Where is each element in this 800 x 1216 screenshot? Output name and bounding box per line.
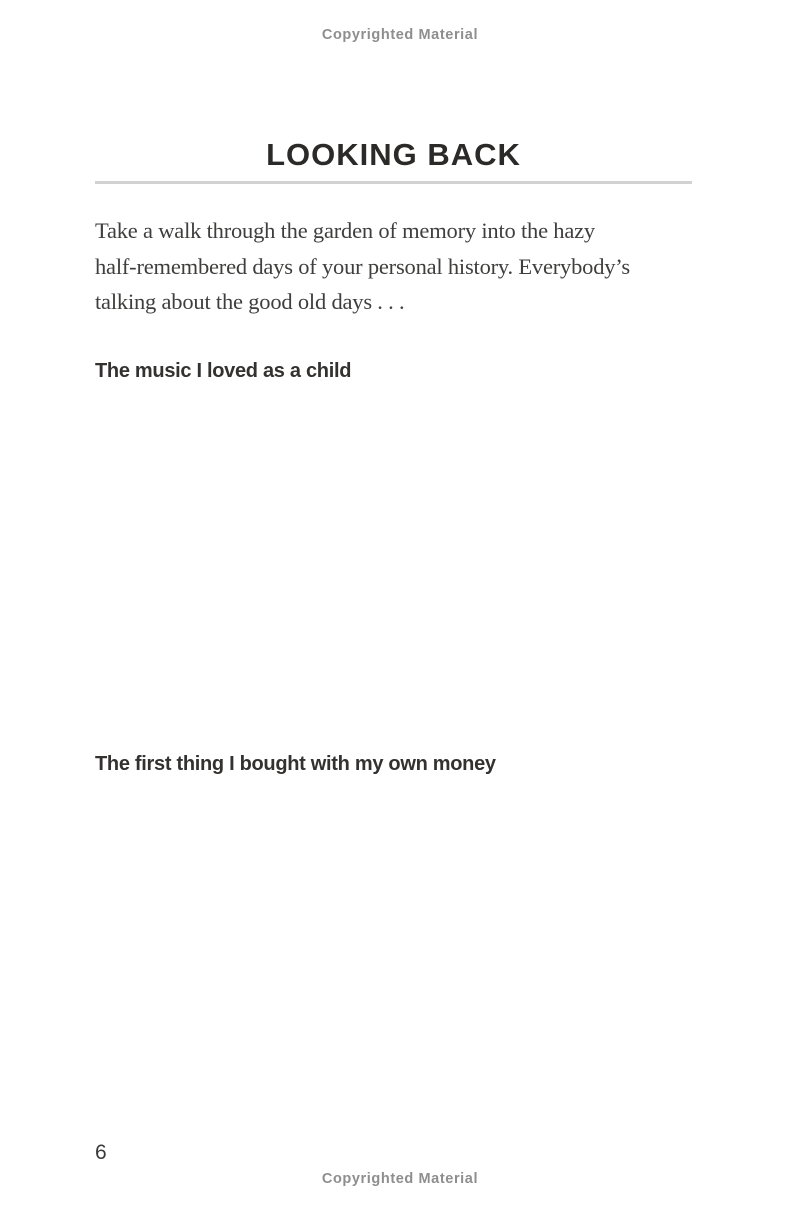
title-divider-rule bbox=[95, 181, 692, 184]
prompt-heading-music: The music I loved as a child bbox=[95, 360, 352, 382]
page-number: 6 bbox=[95, 1141, 107, 1164]
intro-line: half-remembered days of your personal history. Everybody’s bbox=[95, 253, 630, 279]
prompt-heading-first-purchase: The first thing I bought with my own money bbox=[95, 753, 496, 775]
writing-space-first-purchase bbox=[95, 790, 692, 1120]
copyright-notice-bottom: Copyrighted Material bbox=[321, 1171, 479, 1187]
copyright-notice-top: Copyrighted Material bbox=[321, 27, 479, 43]
intro-line: Take a walk through the garden of memory into the hazy bbox=[95, 218, 595, 243]
page-title: LOOKING BACK bbox=[266, 137, 521, 172]
intro-line: talking about the good old days . . . bbox=[95, 289, 405, 314]
intro-paragraph bbox=[95, 213, 675, 320]
writing-space-music bbox=[95, 395, 692, 740]
